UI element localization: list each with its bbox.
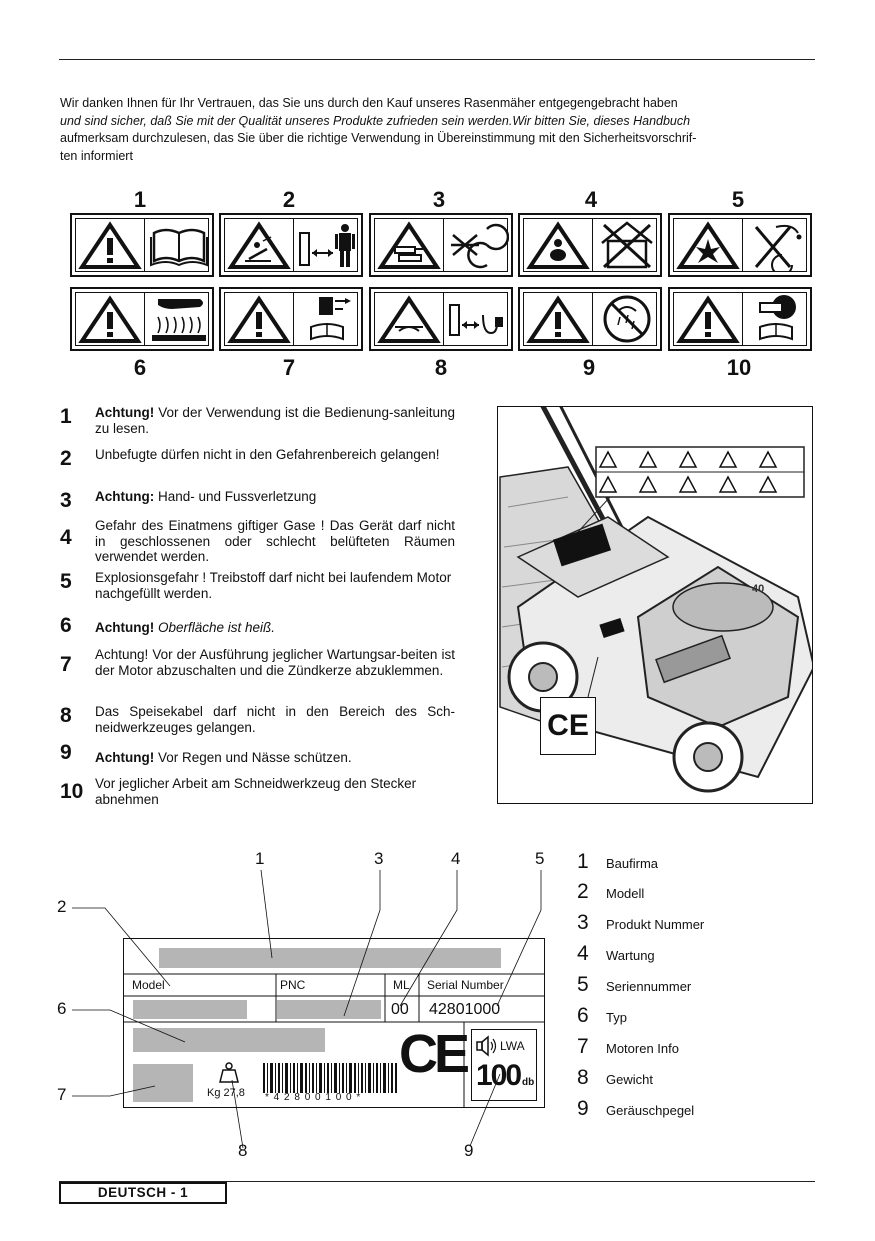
open-book-icon bbox=[148, 223, 210, 269]
plate-legend-label: Wartung bbox=[606, 948, 655, 963]
page-footer-language: DEUTSCH - 1 bbox=[59, 1182, 227, 1204]
plate-callout-5: 5 bbox=[535, 849, 545, 868]
toxic-fumes-warning-icon bbox=[526, 221, 590, 271]
icon-number-8: 8 bbox=[434, 355, 448, 380]
legend-number: 9 bbox=[60, 741, 72, 764]
hot-surface-icon bbox=[148, 295, 210, 345]
safety-icon-2 bbox=[219, 213, 363, 277]
top-rule bbox=[59, 59, 815, 60]
plate-callout-6: 6 bbox=[57, 999, 67, 1018]
plate-callout-7: 7 bbox=[57, 1085, 67, 1104]
db-value: 100 bbox=[476, 1059, 521, 1092]
plate-callout-8: 8 bbox=[238, 1141, 248, 1160]
plate-callout-4: 4 bbox=[451, 849, 461, 868]
plate-legend-number: 7 bbox=[577, 1035, 589, 1058]
plate-legend-number: 9 bbox=[577, 1097, 589, 1120]
legend-italic: Oberfläche ist heiß. bbox=[154, 620, 276, 635]
warning-icon bbox=[78, 221, 142, 271]
intro-line-4: ten informiert bbox=[60, 148, 133, 163]
legend-bold: Achtung! bbox=[95, 620, 155, 635]
legend-text: Vor jeglicher Arbeit am Schneidwerkzeug den Stecker abnehmen bbox=[95, 776, 417, 807]
warning-icon bbox=[526, 295, 590, 345]
rotating-blade-icon bbox=[447, 221, 509, 271]
legend-number: 4 bbox=[60, 526, 72, 549]
foot-cut-warning-icon bbox=[377, 221, 441, 271]
plate-legend-label: Typ bbox=[606, 1010, 627, 1025]
engine-badge: 40 bbox=[752, 583, 765, 595]
mower-illustration bbox=[497, 406, 813, 804]
safety-icon-5 bbox=[668, 213, 812, 277]
plate-legend-number: 8 bbox=[577, 1066, 589, 1089]
warning-icon bbox=[676, 295, 740, 345]
db-unit: db bbox=[522, 1077, 535, 1088]
explosion-warning-icon bbox=[676, 221, 740, 271]
safety-icon-8 bbox=[369, 287, 513, 351]
legend-number: 10 bbox=[60, 780, 84, 803]
plate-legend-number: 1 bbox=[577, 850, 589, 873]
plate-callout-lines bbox=[0, 840, 875, 1170]
plate-legend-label: Gewicht bbox=[606, 1072, 653, 1087]
intro-line-3: aufmerksam durchzulesen, das Sie über die richtige Verwendung in Übereinstimmung mit den Sicherheitsvorschrif- bbox=[60, 131, 697, 145]
intro-paragraph bbox=[60, 95, 820, 165]
icon-number-3: 3 bbox=[432, 187, 446, 212]
plate-legend-label: Produkt Nummer bbox=[606, 917, 705, 932]
plate-ml-value: 00 bbox=[391, 1001, 409, 1018]
cable-blade-warning-icon bbox=[377, 295, 441, 345]
legend-number: 5 bbox=[60, 570, 72, 593]
safety-icon-4 bbox=[518, 213, 662, 277]
icon-number-7: 7 bbox=[282, 355, 296, 380]
intro-line-2: und sind sicher, daß Sie mit der Qualität unseres Produkte zufrieden sein werden.Wir bitten Sie, dieses Handbuch bbox=[60, 113, 691, 128]
safety-icon-6 bbox=[70, 287, 214, 351]
plate-legend-number: 2 bbox=[577, 880, 589, 903]
plate-legend-label: Baufirma bbox=[606, 856, 659, 871]
icon-number-6: 6 bbox=[133, 355, 147, 380]
cable-distance-icon bbox=[447, 295, 509, 345]
safety-icon-1 bbox=[70, 213, 214, 277]
legend-number: 8 bbox=[60, 704, 72, 727]
plate-serial-label: Serial Number bbox=[427, 978, 504, 992]
legend-bold: Achtung! bbox=[95, 405, 155, 420]
legend-number: 1 bbox=[60, 405, 72, 428]
legend-bold: Achtung: bbox=[95, 489, 155, 504]
plate-legend-label: Modell bbox=[606, 886, 645, 901]
no-rain-icon bbox=[596, 293, 658, 345]
icon-number-5: 5 bbox=[731, 187, 745, 212]
unplug-before-work-icon bbox=[746, 293, 808, 345]
warning-icon bbox=[78, 295, 142, 345]
no-enclosed-space-icon bbox=[596, 219, 658, 271]
plate-legend-label: Motoren Info bbox=[606, 1041, 679, 1056]
safety-icon-10 bbox=[668, 287, 812, 351]
legend-text: Das Speisekabel darf nicht in den Bereich des Sch-neidwerkzeuges gelangen. bbox=[95, 704, 455, 735]
no-refuel-running-icon bbox=[746, 219, 808, 271]
plate-pnc-label: PNC bbox=[280, 978, 306, 992]
safety-icon-9 bbox=[518, 287, 662, 351]
legend-text: Explosionsgefahr ! Treibstoff darf nicht bei laufendem Motor nachgefüllt werden. bbox=[95, 570, 452, 601]
disconnect-spark-plug-icon bbox=[297, 293, 359, 345]
mower-ce-mark: CE bbox=[540, 697, 596, 755]
plate-weight: Kg 27,8 bbox=[207, 1087, 245, 1099]
plate-legend-number: 6 bbox=[577, 1004, 589, 1027]
plate-callout-2: 2 bbox=[57, 897, 67, 916]
warning-icon bbox=[227, 295, 291, 345]
plate-legend-number: 3 bbox=[577, 911, 589, 934]
plate-legend-number: 5 bbox=[577, 973, 589, 996]
plate-callout-3: 3 bbox=[374, 849, 384, 868]
legend-bold: Achtung! bbox=[95, 750, 155, 765]
legend-text: Unbefugte dürfen nicht in den Gefahrenbereich gelangen! bbox=[95, 447, 440, 462]
icon-number-4: 4 bbox=[584, 187, 598, 212]
icon-number-9: 9 bbox=[582, 355, 596, 380]
icon-number-2: 2 bbox=[282, 187, 296, 212]
plate-legend-label: Geräuschpegel bbox=[606, 1103, 695, 1118]
plate-serial-value: 42801000 bbox=[429, 1001, 501, 1018]
plate-callout-1: 1 bbox=[255, 849, 265, 868]
legend-text: Vor der Verwendung ist die Bedienung-sanleitung zu lesen. bbox=[95, 405, 455, 436]
icon-number-1: 1 bbox=[133, 187, 147, 212]
lwa-label: LWA bbox=[500, 1039, 525, 1053]
plate-model-label: Model bbox=[132, 978, 165, 992]
icon-number-10: 10 bbox=[726, 355, 752, 380]
plate-legend-label: Seriennummer bbox=[606, 979, 692, 994]
intro-line-1: Wir danken Ihnen für Ihr Vertrauen, das Sie uns durch den Kauf unseres Rasenmäher entgegengebracht haben bbox=[60, 96, 678, 110]
legend-text: Gefahr des Einatmens giftiger Gase ! Das Gerät darf nicht in geschlossenen oder schlecht belüfteten Räumen verwendet werden. bbox=[95, 518, 455, 564]
legend-text: Achtung! Vor der Ausführung jeglicher Wartungsar-beiten ist der Motor abzuschalten und die Zündkerze abzuklemmen. bbox=[95, 647, 455, 678]
legend-text: Vor Regen und Nässe schützen. bbox=[154, 750, 352, 765]
legend-text: Hand- und Fussverletzung bbox=[154, 489, 317, 504]
plate-ml-label: ML bbox=[393, 978, 410, 992]
safety-icon-7 bbox=[219, 287, 363, 351]
legend-number: 3 bbox=[60, 489, 72, 512]
keep-distance-person-icon bbox=[297, 221, 359, 271]
legend-number: 2 bbox=[60, 447, 72, 470]
plate-callout-9: 9 bbox=[464, 1141, 474, 1160]
plate-legend-number: 4 bbox=[577, 942, 589, 965]
plate-ce-mark: CE bbox=[399, 1024, 467, 1084]
legend-number: 7 bbox=[60, 653, 72, 676]
safety-icon-3 bbox=[369, 213, 513, 277]
legend-number: 6 bbox=[60, 614, 72, 637]
flying-object-warning-icon bbox=[227, 221, 291, 271]
barcode-text: * 4 2 8 0 0 1 0 0 * bbox=[265, 1092, 362, 1103]
